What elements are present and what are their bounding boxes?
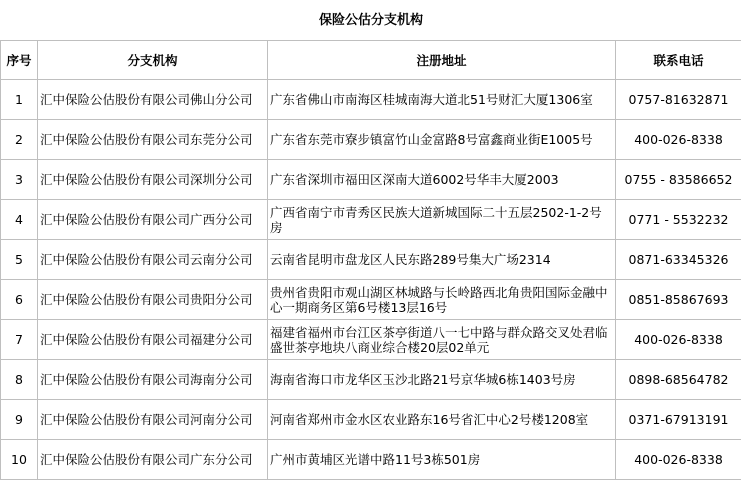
branch-phone: 400-026-8338 [616,440,741,480]
branch-phone: 0757-81632871 [616,80,741,120]
branch-phone: 0871-63345326 [616,240,741,280]
branch-phone: 0771 - 5532232 [616,200,741,240]
branch-name: 汇中保险公估股份有限公司佛山分公司 [38,80,268,120]
header-row [1,41,741,80]
branch-name: 汇中保险公估股份有限公司东莞分公司 [38,120,268,160]
branch-name: 汇中保险公估股份有限公司海南分公司 [38,360,268,400]
branch-phone: 0371-67913191 [616,400,741,440]
branch-address: 广东省佛山市南海区桂城南海大道北51号财汇大厦1306室 [268,80,616,120]
table-row [1,120,741,160]
branch-name: 汇中保险公估股份有限公司广东分公司 [38,440,268,480]
title-row [1,0,741,41]
branch-name: 汇中保险公估股份有限公司贵阳分公司 [38,280,268,320]
table-row [1,160,741,200]
row-number: 2 [1,120,38,160]
branch-name: 汇中保险公估股份有限公司福建分公司 [38,320,268,360]
branch-phone: 400-026-8338 [616,120,741,160]
table-row [1,360,741,400]
branch-address: 河南省郑州市金水区农业路东16号省汇中心2号楼1208室 [268,400,616,440]
branch-name: 汇中保险公估股份有限公司深圳分公司 [38,160,268,200]
branch-address: 福建省福州市台江区茶亭街道八一七中路与群众路交叉处君临盛世茶亭地块八商业综合楼20层02单元 [268,320,616,360]
table-row [1,80,741,120]
branch-phone: 0755 - 83586652 [616,160,741,200]
table-title: 保险公估分支机构 [1,0,741,41]
row-number: 9 [1,400,38,440]
branch-address: 广西省南宁市青秀区民族大道新城国际二十五层2502-1-2号房 [268,200,616,240]
row-number: 6 [1,280,38,320]
table-row [1,440,741,480]
row-number: 7 [1,320,38,360]
row-number: 8 [1,360,38,400]
branch-address: 海南省海口市龙华区玉沙北路21号京华城6栋1403号房 [268,360,616,400]
row-number: 1 [1,80,38,120]
header-phone: 联系电话 [616,41,741,80]
branch-name: 汇中保险公估股份有限公司云南分公司 [38,240,268,280]
row-number: 10 [1,440,38,480]
branch-phone: 400-026-8338 [616,320,741,360]
table-row [1,200,741,240]
row-number: 3 [1,160,38,200]
branch-name: 汇中保险公估股份有限公司河南分公司 [38,400,268,440]
branch-address: 广州市黄埔区光谱中路11号3栋501房 [268,440,616,480]
branch-phone: 0898-68564782 [616,360,741,400]
header-address: 注册地址 [268,41,616,80]
branch-address: 贵州省贵阳市观山湖区林城路与长岭路西北角贵阳国际金融中心一期商务区第6号楼13层16号 [268,280,616,320]
branch-address: 广东省东莞市寮步镇富竹山金富路8号富鑫商业街E1005号 [268,120,616,160]
header-no: 序号 [1,41,38,80]
table-row [1,240,741,280]
branch-address: 云南省昆明市盘龙区人民东路289号集大广场2314 [268,240,616,280]
row-number: 5 [1,240,38,280]
table-row [1,280,741,320]
branch-phone: 0851-85867693 [616,280,741,320]
branch-address: 广东省深圳市福田区深南大道6002号华丰大厦2003 [268,160,616,200]
row-number: 4 [1,200,38,240]
table-row [1,320,741,360]
table-row [1,400,741,440]
branch-name: 汇中保险公估股份有限公司广西分公司 [38,200,268,240]
header-branch: 分支机构 [38,41,268,80]
